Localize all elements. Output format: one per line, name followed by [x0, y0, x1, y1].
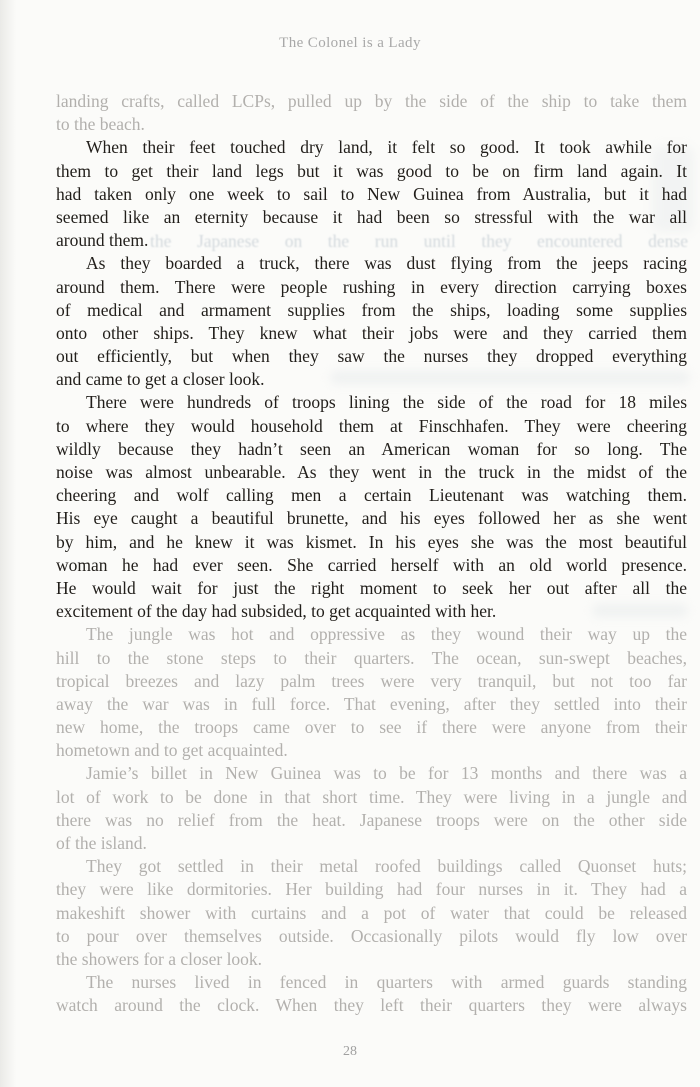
text-line: He would wait for just the right moment to seek her out after all the	[56, 577, 687, 598]
text-line: The jungle was hot and oppressive as they wound their way up the	[86, 624, 687, 645]
text-line: new home, the troops came over to see if there were anyone from their	[56, 717, 687, 738]
paragraph	[56, 90, 687, 136]
paragraph	[56, 855, 687, 971]
text-line: excitement of the day had subsided, to get acquainted with her.	[56, 601, 497, 622]
text-line: them to get their land legs but it was good to be on firm land again. It	[56, 160, 687, 181]
text-line: wildly because they hadn’t seen an American woman for so long. The	[56, 438, 687, 459]
paragraph	[56, 971, 687, 1017]
text-line: seemed like an eternity because it had been so stressful with the war all	[56, 206, 687, 227]
paragraph	[56, 136, 687, 252]
text-line: hill to the stone steps to their quarters. The ocean, sun-swept beaches,	[56, 647, 687, 668]
text-line: landing crafts, called LCPs, pulled up by the side of the ship to take them	[56, 91, 687, 111]
text-line: around them.	[56, 230, 149, 251]
text-line: and came to get a closer look.	[56, 369, 265, 390]
text-line: around them. There were people rushing in every direction carrying boxes	[56, 276, 687, 297]
text-line: As they boarded a truck, there was dust flying from the jeeps racing	[86, 253, 687, 274]
text-line: woman he had ever seen. She carried herself with an old world presence.	[56, 554, 687, 575]
text-line: out efficiently, but when they saw the nurses they dropped everything	[56, 346, 687, 367]
text-line: to pour over themselves outside. Occasionally pilots would fly low over	[56, 925, 687, 946]
paragraph	[56, 252, 687, 391]
text-line: makeshift shower with curtains and a pot of water that could be released	[56, 902, 687, 923]
text-line: When their feet touched dry land, it felt so good. It took awhile for	[86, 137, 687, 158]
text-line: of the island.	[56, 833, 147, 853]
text-line: His eye caught a beautiful brunette, and his eyes followed her as she went	[56, 508, 687, 529]
page-number: 28	[343, 1044, 357, 1059]
text-line: watch around the clock. When they left their quarters they were always	[56, 995, 687, 1016]
text-line: lot of work to be done in that short time. They were living in a jungle and	[56, 786, 687, 807]
page-body	[56, 90, 687, 1018]
show-through-ghost-text: the Japanese on the run until they encountered dense	[150, 231, 688, 251]
text-line: of medical and armament supplies from the ships, loading some supplies	[56, 299, 687, 320]
text-line: tropical breezes and lazy palm trees were very tranquil, but not too far	[56, 670, 687, 691]
text-line: away the war was in full force. That evening, after they settled into their	[56, 693, 687, 714]
paragraph	[56, 762, 687, 855]
text-line: to the beach.	[56, 114, 145, 135]
running-header: The Colonel is a Lady	[279, 35, 421, 51]
text-line: they were like dormitories. Her building had four nurses in it. They had a	[56, 879, 687, 900]
text-line: hometown and to get acquainted.	[56, 740, 288, 761]
scan-edge-shading	[0, 0, 16, 1087]
text-line: The nurses lived in fenced in quarters with armed guards standing	[86, 972, 687, 993]
text-line: had taken only one week to sail to New Guinea from Australia, but it had	[56, 183, 687, 204]
text-line: There were hundreds of troops lining the side of the road for 18 miles	[86, 392, 687, 413]
text-line: Jamie’s billet in New Guinea was to be for 13 months and there was a	[86, 763, 687, 784]
paragraph	[56, 391, 687, 623]
text-line: to where they would household them at Finschhafen. They were cheering	[56, 415, 687, 436]
text-line: by him, and he knew it was kismet. In his eyes she was the most beautiful	[56, 531, 687, 552]
text-line: cheering and wolf calling men a certain Lieutenant was watching them.	[56, 485, 687, 506]
text-line: the showers for a closer look.	[56, 948, 263, 969]
text-line: noise was almost unbearable. As they went in the truck in the midst of the	[56, 462, 687, 482]
text-line: They got settled in their metal roofed buildings called Quonset huts;	[86, 856, 687, 877]
text-line: onto other ships. They knew what their jobs were and they carried them	[56, 322, 687, 343]
text-line: there was no relief from the heat. Japanese troops were on the other side	[56, 809, 687, 830]
paragraph	[56, 623, 687, 762]
